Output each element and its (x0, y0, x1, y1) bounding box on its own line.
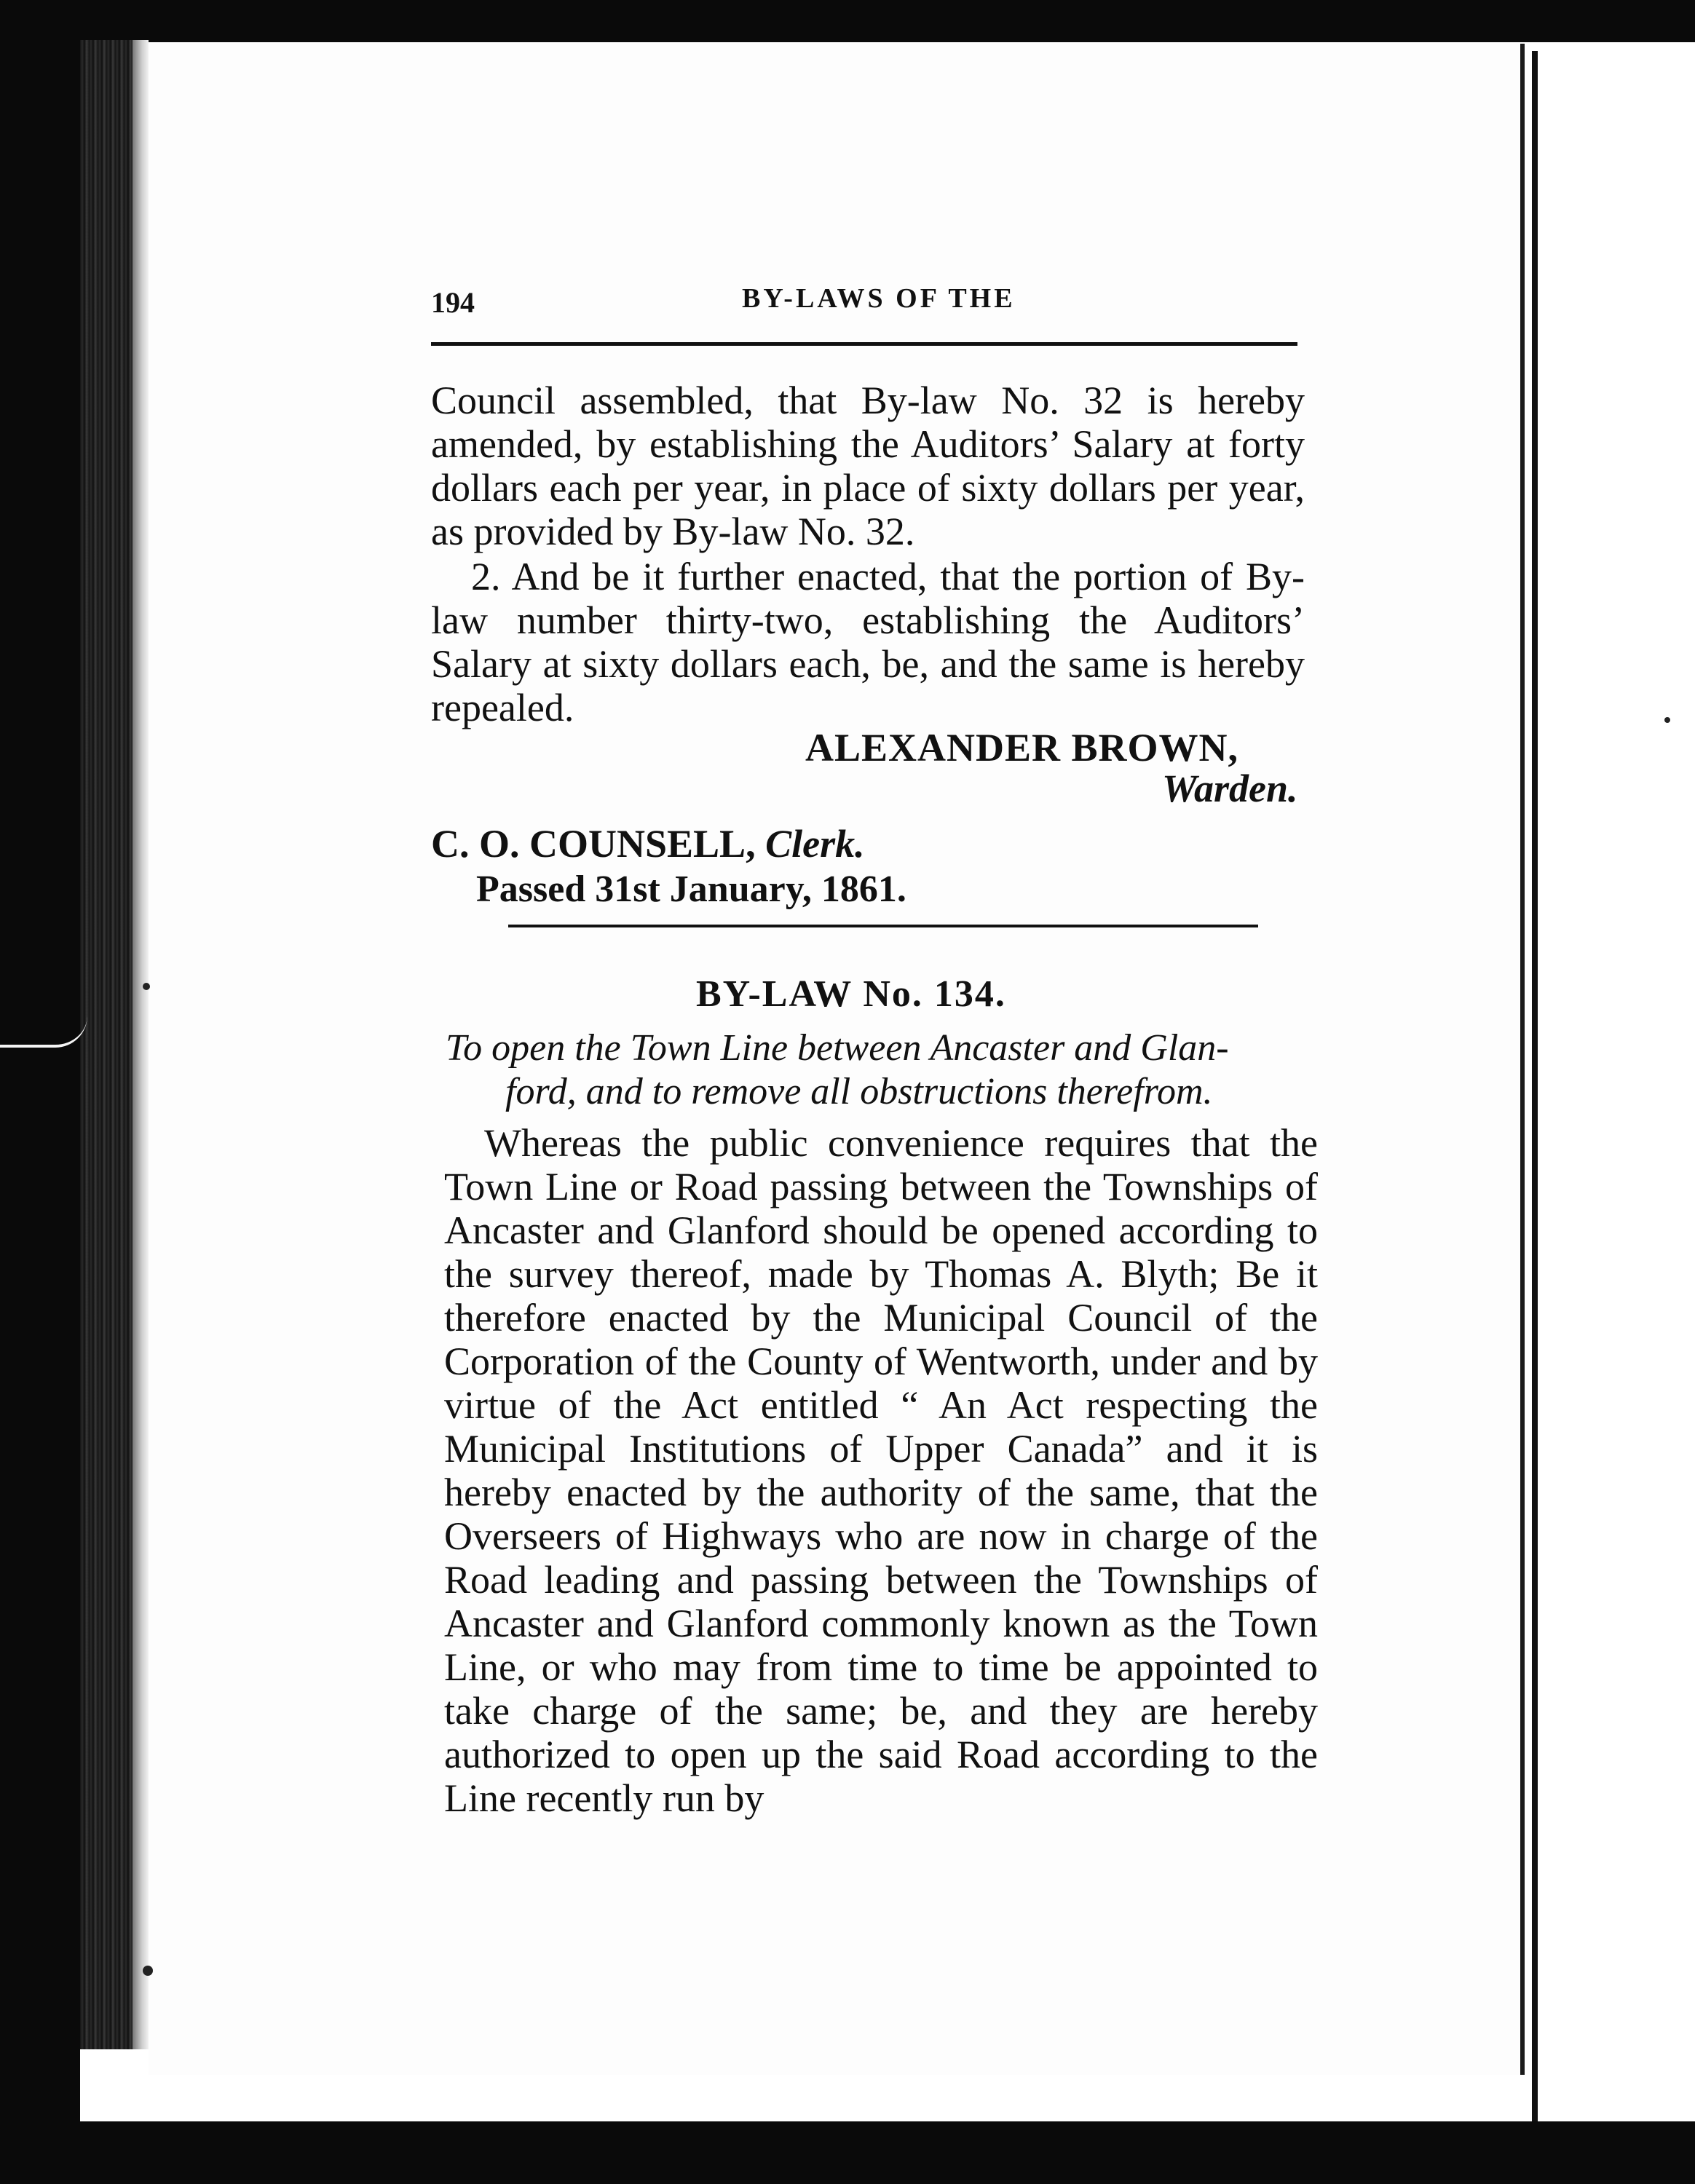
bylaw-title: BY-LAW No. 134. (696, 973, 1006, 1015)
page-number: 194 (431, 286, 475, 319)
scan-speck (143, 983, 150, 990)
bylaw-subtitle-line2: ford, and to remove all obstructions therefrom. (505, 1071, 1213, 1112)
signature-role: Warden. (1162, 767, 1298, 810)
bylaw-body (444, 1121, 1318, 1820)
bylaw-subtitle-line1: To open the Town Line between Ancaster and Glan- (446, 1027, 1229, 1069)
bylaw-body-text: Whereas the public convenience requires that the Town Line or Road passing between the Townships of Ancaster and Glanford should be opened according to the survey thereof, made by Thomas A. Blyth; Be it therefore enacted by the Municipal Council of the Corporation of the County of Wentworth, under and by virtue of the Act entitled “ An Act respecting the Municipal Institutions of Upper Canada” and it is hereby enacted by the authority of the same, that the Overseers of Highways who are now in charge of the Road leading and passing between the Townships of Ancaster and Glanford commonly known as the Town Line, or who may from time to time be appointed to take charge of the same; be, and they are hereby authorized to open up the said Road according to the Line recently run by (444, 1121, 1318, 1820)
running-head-title: BY-LAWS OF THE (742, 283, 1016, 314)
bylaw-subtitle (446, 1026, 1319, 1114)
spine-edge (133, 40, 149, 2049)
scan-speck (143, 1966, 153, 1976)
scan-speck (1664, 717, 1670, 723)
signature-name: ALEXANDER BROWN, (805, 726, 1239, 769)
scan-border-left (0, 0, 80, 2184)
section-rule (508, 925, 1258, 927)
clerk-name: C. O. COUNSELL, (431, 822, 756, 866)
paragraph-continued (431, 379, 1305, 553)
header-rule (431, 342, 1297, 346)
paragraph-text: Council assembled, that By-law No. 32 is hereby amended, by establishing the Auditors’ Salary at forty dollars each per year, in place of sixty dollars per year, as provided by By-law No. 32. (431, 379, 1305, 553)
clerk-role: Clerk. (765, 822, 865, 866)
scan-border-bottom (0, 2121, 1695, 2184)
running-head (431, 280, 1305, 323)
paragraph-text: 2. And be it further enacted, that the portion of By-law number thirty-two, establishing the Auditors’ Salary at sixty dollars each, be, and the same is hereby repealed. (431, 555, 1305, 729)
clerk-line (431, 821, 865, 866)
scan-border-top (0, 0, 1695, 42)
passed-date: Passed 31st January, 1861. (476, 869, 906, 910)
facing-page-edge (1532, 51, 1695, 2126)
paragraph-section-2 (431, 555, 1305, 729)
book-spine (80, 40, 140, 2049)
